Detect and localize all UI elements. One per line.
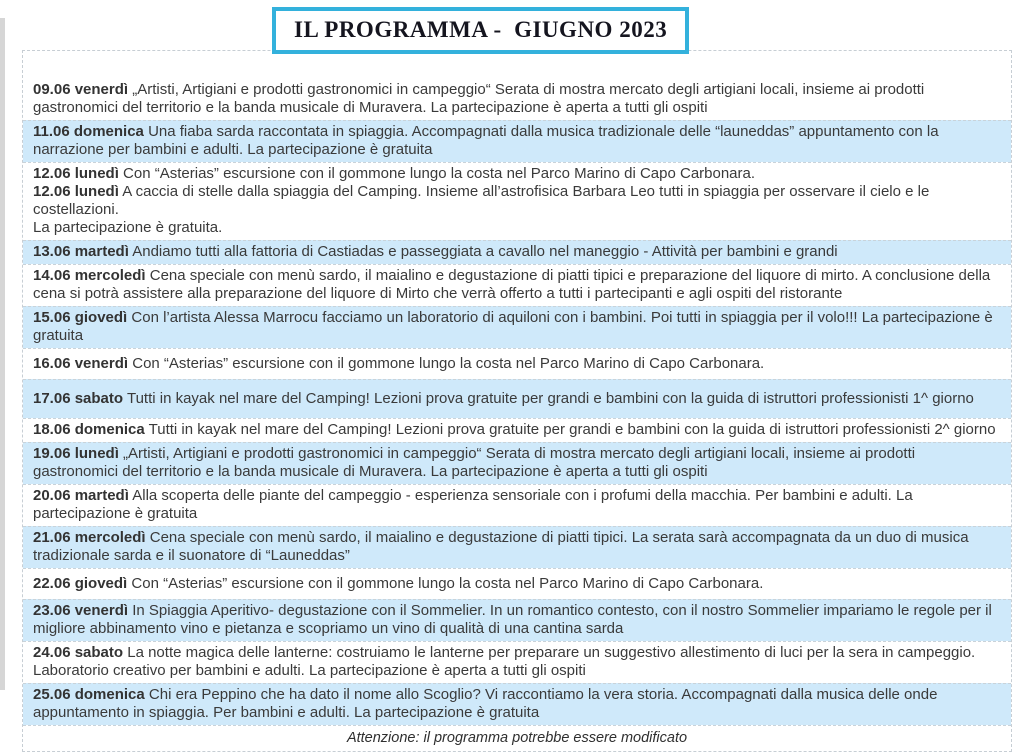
table-row [23,348,1011,379]
table-row [23,264,1011,306]
table-row [23,641,1011,683]
event-entry [33,445,999,481]
program-table [22,50,1012,752]
event-date-label: 13.06 martedì [33,243,129,260]
event-date-label: 12.06 lunedì [33,183,119,200]
event-entry [33,602,999,638]
event-date-label: 19.06 lunedì [33,445,119,462]
event-description: Tutti in kayak nel mare del Camping! Lezioni prova gratuite per grandi e bambini con la guida di istruttori professionisti 2^ giorno [148,421,996,438]
event-entry [33,123,999,159]
table-row [23,120,1011,162]
event-description: Alla scoperta delle piante del campeggio - esperienza sensoriale con i profumi della macchia. Per bambini e adulti. La partecipazione è gratuita [33,487,913,522]
event-entry [33,644,999,680]
event-date-label: 21.06 mercoledì [33,529,146,546]
event-description: „Artisti, Artigiani e prodotti gastronomici in campeggio“ Serata di mostra mercato degli artigiani locali, insieme ai prodotti gastronomici del territorio e la banda musicale di Muravera. La partecipazione è aperta a tutti gli ospiti [33,445,916,480]
table-row [23,683,1011,725]
event-entry [33,267,999,303]
table-row [23,240,1011,264]
table-row [23,484,1011,526]
event-description: „Artisti, Artigiani e prodotti gastronomici in campeggio“ Serata di mostra mercato degli artigiani locali, insieme ai prodotti gastronomici del territorio e la banda musicale di Muravera. La partecipazione è aperta a tutti gli ospiti [33,81,925,116]
event-description: Cena speciale con menù sardo, il maialino e degustazione di piatti tipici e preparazione del liquore di mirto. A conclusione della cena si potrà assistere alla preparazione del liquore di Mirto che verrà offerto a tutti i partecipanti e agli ospiti del ristorante [33,267,991,302]
event-entry [33,81,999,117]
event-description: La partecipazione è gratuita. [33,219,223,236]
event-description: A caccia di stelle dalla spiaggia del Camping. Insieme all’astrofisica Barbara Leo tutti in spiaggia per osservare il cielo e le costellazioni. [33,183,930,218]
event-description: Con “Asterias” escursione con il gommone lungo la costa nel Parco Marino di Capo Carbonara. [131,575,764,592]
event-date-label: 15.06 giovedì [33,309,128,326]
event-entry [33,575,999,593]
event-description: Con “Asterias” escursione con il gommone lungo la costa nel Parco Marino di Capo Carbonara. [123,165,756,182]
event-description: Tutti in kayak nel mare del Camping! Lezioni prova gratuite per grandi e bambini con la guida di istruttori professionisti 1^ giorno [126,390,974,407]
spacer-row [23,51,1011,79]
event-date-label: 24.06 sabato [33,644,124,661]
event-description: Con l’artista Alessa Marrocu facciamo un laboratorio di aquiloni con i bambini. Poi tutti in spiaggia per il volo!!! La partecipazione è gratuita [33,309,993,344]
event-date-label: 11.06 domenica [33,123,144,140]
event-entry [33,421,999,439]
page-title: IL PROGRAMMA - GIUGNO 2023 [272,7,689,54]
event-description: Andiamo tutti alla fattoria di Castiadas e passeggiata a cavallo nel maneggio - Attività per bambini e grandi [132,243,838,260]
table-row [23,306,1011,348]
event-date-label: 16.06 venerdì [33,355,129,372]
table-row [23,79,1011,120]
event-entry [33,686,999,722]
table-row [23,418,1011,442]
table-row [23,379,1011,418]
event-description: Una fiaba sarda raccontata in spiaggia. Accompagnati dalla musica tradizionale delle “launeddas” appuntamento con la narrazione per bambini e adulti. La partecipazione è gratuita [33,123,939,158]
table-row [23,568,1011,599]
event-date-label: 17.06 sabato [33,390,124,407]
event-entry [33,219,999,237]
event-date-label: 14.06 mercoledì [33,267,146,284]
page-edge-strip [0,18,5,690]
event-description: In Spiaggia Aperitivo- degustazione con il Sommelier. In un romantico contesto, con il nostro Sommelier impariamo le regole per il migliore abbinamento vino e pietanza e scopriamo un vino di qualità di una cantina sarda [33,602,992,637]
event-entry [33,165,999,183]
event-description: La notte magica delle lanterne: costruiamo le lanterne per preparare un suggestivo allestimento di luci per la sera in campeggio. Laboratorio creativo per bambini e adulti. La partecipazione è aperta a tutti gli ospiti [33,644,976,679]
event-entry [33,183,999,219]
event-entry [33,487,999,523]
event-entry [33,390,999,408]
event-date-label: 25.06 domenica [33,686,145,703]
program-rows [23,79,1011,725]
event-description: Chi era Peppino che ha dato il nome allo Scoglio? Vi raccontiamo la vera storia. Accompagnati dalla musica delle onde appuntamento in spiaggia. Per bambini e adulti. La partecipazione è gratuita [33,686,938,721]
event-entry [33,309,999,345]
table-row [23,162,1011,240]
event-date-label: 12.06 lunedì [33,165,119,182]
event-description: Con “Asterias” escursione con il gommone lungo la costa nel Parco Marino di Capo Carbonara. [132,355,765,372]
event-entry [33,243,999,261]
event-date-label: 18.06 domenica [33,421,145,438]
event-entry [33,355,999,373]
footer-note: Attenzione: il programma potrebbe essere modificato [23,725,1011,751]
event-date-label: 20.06 martedì [33,487,129,504]
table-row [23,526,1011,568]
event-date-label: 09.06 venerdì [33,81,129,98]
event-date-label: 23.06 venerdì [33,602,129,619]
table-row [23,442,1011,484]
event-description: Cena speciale con menù sardo, il maialino e degustazione di piatti tipici. La serata sarà accompagnata da un duo di musica tradizionale sarda e il suonatore di “Launeddas” [33,529,969,564]
event-entry [33,529,999,565]
table-row [23,599,1011,641]
event-date-label: 22.06 giovedì [33,575,128,592]
